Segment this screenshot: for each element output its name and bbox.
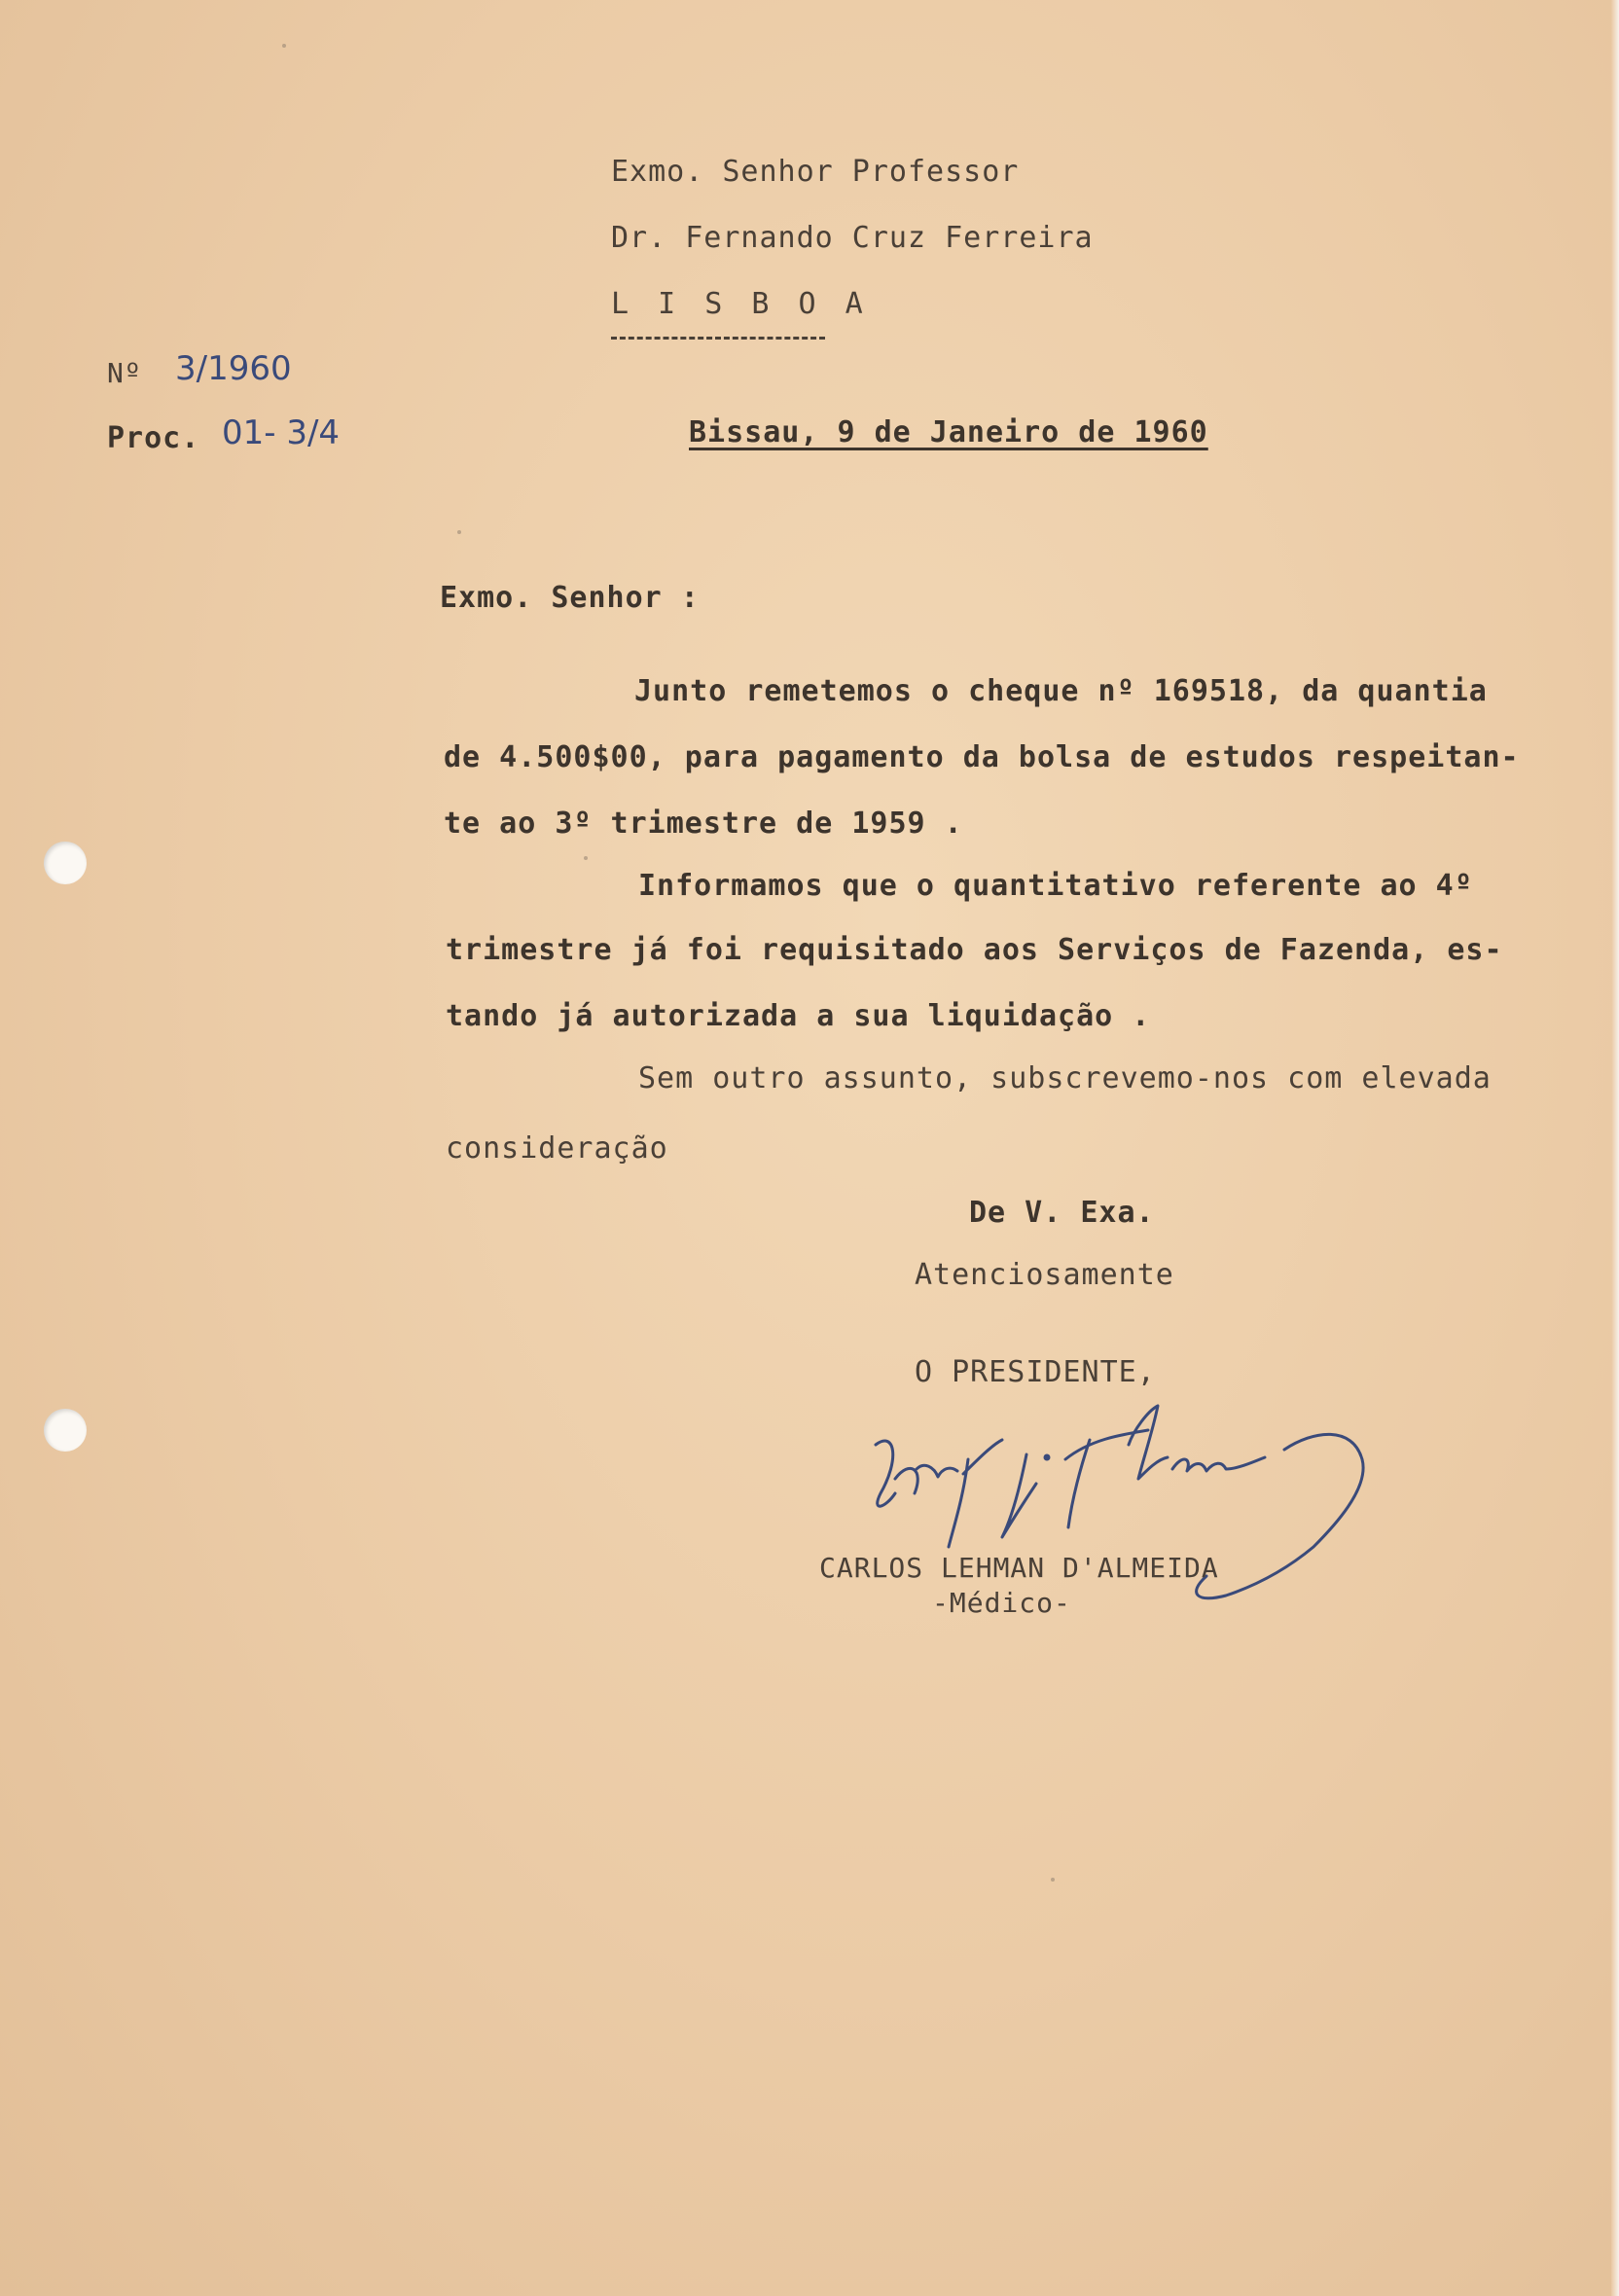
signatory-title: -Médico- bbox=[932, 1587, 1071, 1619]
punch-hole-top bbox=[44, 842, 87, 884]
page-edge bbox=[1611, 0, 1619, 2296]
body-p2-line2: trimestre já foi requisitado aos Serviços de Fazenda, es- bbox=[446, 933, 1503, 967]
body-p1-line3: te ao 3º trimestre de 1959 . bbox=[444, 807, 963, 841]
reference-proc-label: Proc. bbox=[107, 421, 200, 455]
body-p2-line3: tando já autorizada a sua liquidação . bbox=[446, 999, 1151, 1033]
paper-speck bbox=[282, 44, 286, 48]
closing-line-2: Atenciosamente bbox=[915, 1258, 1174, 1292]
closing-line-3: O PRESIDENTE, bbox=[915, 1355, 1156, 1389]
city-underline bbox=[611, 337, 825, 340]
punch-hole-bottom bbox=[44, 1409, 87, 1452]
salutation: Exmo. Senhor : bbox=[440, 581, 700, 615]
body-p1-line1: Junto remetemos o cheque nº 169518, da quantia bbox=[634, 674, 1488, 708]
address-city: L I S B O A bbox=[611, 287, 869, 321]
paper-speck bbox=[584, 856, 588, 860]
paper-speck bbox=[457, 530, 461, 534]
address-line-2: Dr. Fernando Cruz Ferreira bbox=[611, 221, 1094, 255]
closing-line-1: De V. Exa. bbox=[969, 1196, 1155, 1230]
body-p3-line2: consideração bbox=[446, 1131, 668, 1166]
reference-proc-value: 01- 3/4 bbox=[222, 413, 341, 452]
signatory-name: CARLOS LEHMAN D'ALMEIDA bbox=[819, 1552, 1219, 1584]
reference-number-label: Nº bbox=[107, 357, 142, 389]
paper-speck bbox=[1051, 1878, 1055, 1882]
body-p1-line2: de 4.500$00, para pagamento da bolsa de estudos respeitan- bbox=[444, 740, 1520, 774]
address-line-1: Exmo. Senhor Professor bbox=[611, 155, 1020, 189]
reference-number-value: 3/1960 bbox=[175, 349, 292, 388]
date-line: Bissau, 9 de Janeiro de 1960 bbox=[689, 415, 1208, 449]
body-p3-line1: Sem outro assunto, subscrevemo-nos com elevada bbox=[638, 1061, 1492, 1095]
body-p2-line1: Informamos que o quantitativo referente ao 4º bbox=[638, 869, 1473, 903]
